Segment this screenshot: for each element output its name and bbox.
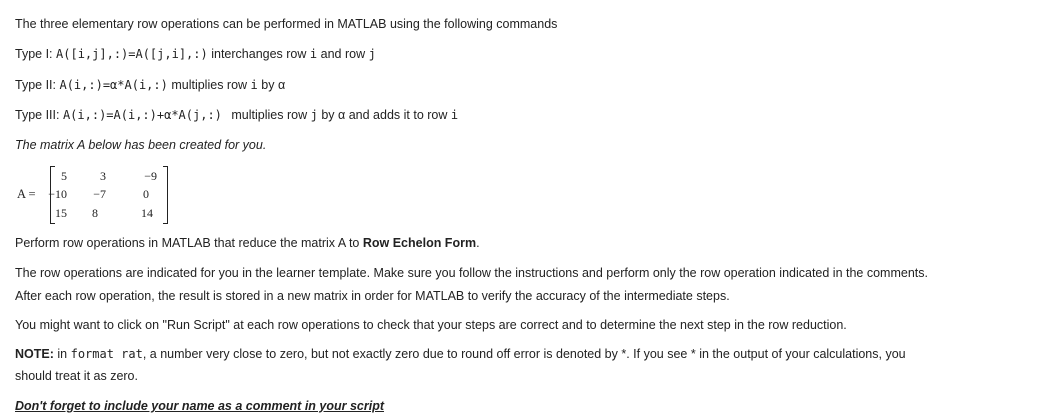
type-2-alpha: α — [277, 78, 286, 92]
type-3-by: by — [321, 108, 335, 122]
task-text — [15, 236, 480, 250]
note-in: in — [57, 347, 68, 361]
note-mid2: . If you see — [626, 347, 688, 361]
matrix-cell: 8 — [92, 206, 98, 220]
matrix-cell: −10 — [48, 187, 67, 201]
type-1-desc: interchanges row — [211, 47, 307, 61]
matrix-lhs: A = — [17, 187, 36, 201]
type-1-label: Type I: — [15, 47, 53, 61]
note-mid: , a number very close to zero, but not exactly zero due to round off error is denoted by — [142, 347, 618, 361]
task-pre: Perform row operations in MATLAB that reduce the matrix A to — [15, 236, 360, 250]
matrix-note: The matrix A below has been created for you. — [15, 138, 267, 152]
type-3-var-i: i — [450, 108, 459, 122]
para-1-line-2: After each row operation, the result is stored in a new matrix in order for MATLAB to verify the accuracy of the intermediate steps. — [15, 289, 730, 303]
para-1-line-1: The row operations are indicated for you in the learner template. Make sure you follow the instructions and perform only the row operation indicated in the comments. — [15, 266, 928, 280]
type-1-and: and row — [320, 47, 366, 61]
task-post: . — [476, 236, 480, 250]
type-2-by: by — [261, 78, 275, 92]
type-1-var-j: j — [368, 47, 376, 61]
type-3-adds: and adds it to row — [348, 108, 448, 122]
type-3-code: A(i,:)=A(i,:)+α*A(j,:) — [62, 108, 222, 122]
type-2-var-i: i — [250, 78, 258, 92]
type-3-var-j: j — [310, 108, 318, 122]
type-3-alpha: α — [338, 108, 346, 122]
note-line-2: should treat it as zero. — [15, 369, 138, 383]
matrix-cell: 5 — [61, 169, 67, 183]
type-2-code: A(i,:)=α*A(i,:) — [59, 78, 168, 92]
matrix-cell: −7 — [93, 187, 106, 201]
type-2-line — [15, 78, 285, 92]
matrix-cell: −9 — [144, 169, 157, 183]
note-end: in the output of your calculations, you — [699, 347, 906, 361]
matrix-cell: 3 — [100, 169, 106, 183]
note-line-1 — [15, 347, 906, 361]
matrix-cell: 15 — [55, 206, 67, 220]
type-3-label: Type III: — [15, 108, 60, 122]
footer-reminder: Don't forget to include your name as a comment in your script — [15, 399, 385, 413]
note-code: format rat — [70, 347, 143, 361]
note-label: NOTE: — [15, 347, 54, 361]
matrix-right-bracket — [163, 166, 168, 224]
type-2-desc: multiplies row — [171, 78, 248, 92]
type-1-line — [15, 47, 376, 61]
type-2-label: Type II: — [15, 78, 56, 92]
para-2: You might want to click on "Run Script" at each row operations to check that your steps are correct and to determine the next step in the row reduction. — [15, 318, 847, 332]
type-3-desc: multiplies row — [231, 108, 308, 122]
type-1-code: A([i,j],:)=A([j,i],:) — [56, 47, 208, 61]
note-star-2: * — [690, 347, 696, 361]
task-bold: Row Echelon Form — [362, 236, 477, 250]
type-1-var-i: i — [309, 47, 318, 61]
intro-text: The three elementary row operations can be performed in MATLAB using the following commands — [15, 17, 558, 31]
matrix-cell: 14 — [141, 206, 153, 220]
matrix-cell: 0 — [143, 187, 149, 201]
note-star: * — [621, 347, 627, 361]
type-3-line — [15, 108, 458, 122]
